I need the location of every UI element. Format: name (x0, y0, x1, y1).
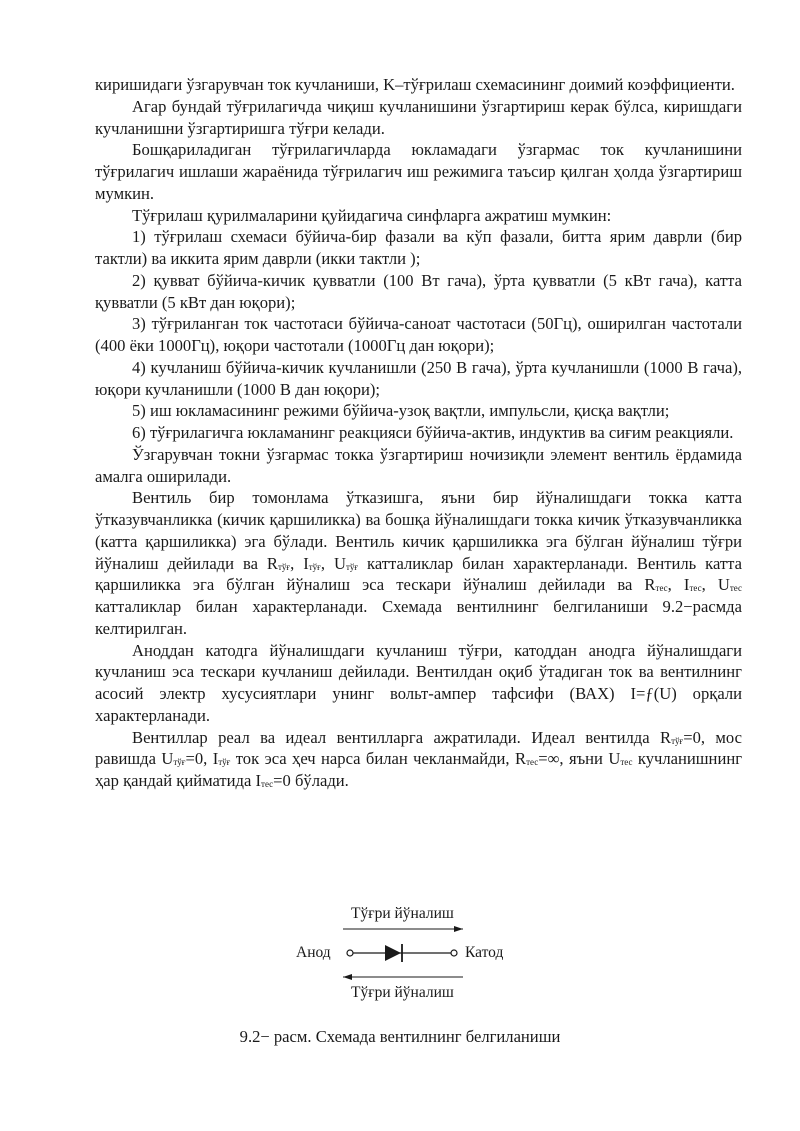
diode-triangle-icon (385, 945, 401, 961)
list-item-6: 6) тўғрилагичга юкламанинг реакцияси бўйича-актив, индуктив ва сиғим реакцияли. (132, 423, 734, 442)
list-item-1: 1) тўғрилаш схемаси бўйича-бир фазали ва кўп фазали, битта ярим даврли (бир тактли) ва иккита ярим даврли (икки тактли ); (95, 227, 742, 268)
p8-text-b: =0, мос равишда U (95, 727, 743, 769)
subscript-fwd: тўғ (173, 757, 186, 768)
reverse-arrow-head (343, 974, 352, 980)
p8-text-f: кучланишнинг ҳар қандай қийматида I (95, 749, 743, 790)
subscript-fwd: тўғ (308, 561, 321, 572)
p6-text-c: катталиклар билан характерланади. Схемада вентилнинг белгиланиши 9.2−расмда келтирилган. (95, 597, 742, 638)
subscript-rev: тес (729, 583, 743, 594)
subscript-fwd: тўғ (277, 561, 291, 572)
list-item-5: 5) иш юкламасининг режими бўйича-узоқ вақтли, импульсли, қисқа вақтли; (132, 401, 670, 421)
paragraph-3: Бошқариладиган тўғрилагичларда юкламадаги ўзгармас ток кучланишини тўғрилагич ишлаши жараёнида тўғрилагич иш режимига таъсир қилган ҳолда ўзгартириш мумкин. (95, 140, 742, 203)
subscript-fwd: тўғ (218, 757, 231, 768)
p6-comma-u: , U (320, 553, 346, 573)
list-item-3: 3) тўғриланган ток частотаси бўйича-саноат частотаси (50Гц), оширилган частотали (400 ёки 1000Гц), юқори частотали (1000Гц дан юқори); (95, 314, 742, 355)
p8-text-c: =0, I (185, 749, 219, 769)
p6-text-a: Вентиль бир томонлама ўтказишга, яъни бир йўналишдаги токка катта ўтказувчанликка (кичик қаршиликка) ва бошқа йўналишдаги токка кичик ўтказувчанликка (катта қаршиликка) эга бўлади. Вентиль кичик қаршиликка эга бўлган йўналиш тўғри йўналиш дейилади ва R (95, 488, 742, 573)
subscript-rev: тес (526, 757, 539, 768)
top-direction-label: Тўғри йўналиш (351, 905, 454, 922)
subscript-rev: тес (620, 757, 633, 768)
list-item-4: 4) кучланиш бўйича-кичик кучланишли (250 В гача), ўрта кучланишли (1000 В гача), юқори кучланишли (1000 В дан юқори); (95, 357, 742, 399)
paragraph-7: Аноддан катодга йўналишдаги кучланиш тўғри, катоддан анодга йўналишдаги кучланиш эса тескари кучланиш дейилади. Вентилдан оқиб ўтадиган ток ва вентилнинг асосий электр хусусиятлари унинг вольт-ампер тафсифи (ВАХ) I=ƒ(U) орқали характерланади. (95, 640, 742, 725)
p6-comma-u: , U (701, 575, 730, 595)
cathode-terminal (451, 950, 457, 956)
p8-text-e: =∞, яъни U (538, 749, 621, 769)
p6-text-b: катталиклар билан характерланади. Вентиль катта қаршиликка эга бўлган йўналиш эса тескари йўналиш дейилади ва R (95, 553, 742, 595)
bottom-direction-label: Тўғри йўналиш (351, 984, 454, 1001)
forward-arrow-head (454, 926, 463, 932)
p8-text-d: ток эса ҳеч нарса билан чекланмайди, R (230, 749, 527, 769)
subscript-rev: тес (689, 583, 702, 594)
list-item-2: 2) қувват бўйича-кичик қувватли (100 Вт гача), ўрта қувватли (5 кВт гача), катта қувватли (5 кВт дан юқори); (95, 270, 742, 312)
paragraph-4: Тўғрилаш қурилмаларини қуйидагича синфларга ажратиш мумкин: (132, 205, 612, 225)
anode-label: Анод (296, 944, 331, 961)
p6-comma-i: , I (290, 553, 309, 573)
paragraph-2: Агар бундай тўғрилагичда чиқиш кучланишини ўзгартириш керак бўлса, киришдаги кучланишни ўзгартиришга тўғри келади. (95, 96, 742, 138)
subscript-fwd: тўғ (671, 735, 684, 746)
subscript-fwd: тўғ (345, 561, 359, 572)
p8-text-a: Вентиллар реал ва идеал вентилларга ажратилади. Идеал вентилда R (132, 727, 672, 747)
subscript-rev: тес (655, 583, 668, 594)
anode-terminal (347, 950, 353, 956)
paragraph-1: киришидаги ўзгарувчан ток кучланиши, K–тўғрилаш схемасининг доимий коэффициенти. (95, 75, 735, 94)
cathode-label: Катод (465, 944, 504, 961)
p6-comma-i: , I (667, 575, 690, 595)
paragraph-5: Ўзгарувчан токни ўзгармас токка ўзгартириш ночизиқли элемент вентиль ёрдамида амалга оширилади. (95, 444, 742, 486)
subscript-rev: тес (261, 779, 274, 789)
p8-text-g: =0 бўлади. (273, 771, 349, 790)
figure-caption: 9.2− расм. Схемада вентилнинг белгиланиши (239, 1027, 561, 1046)
